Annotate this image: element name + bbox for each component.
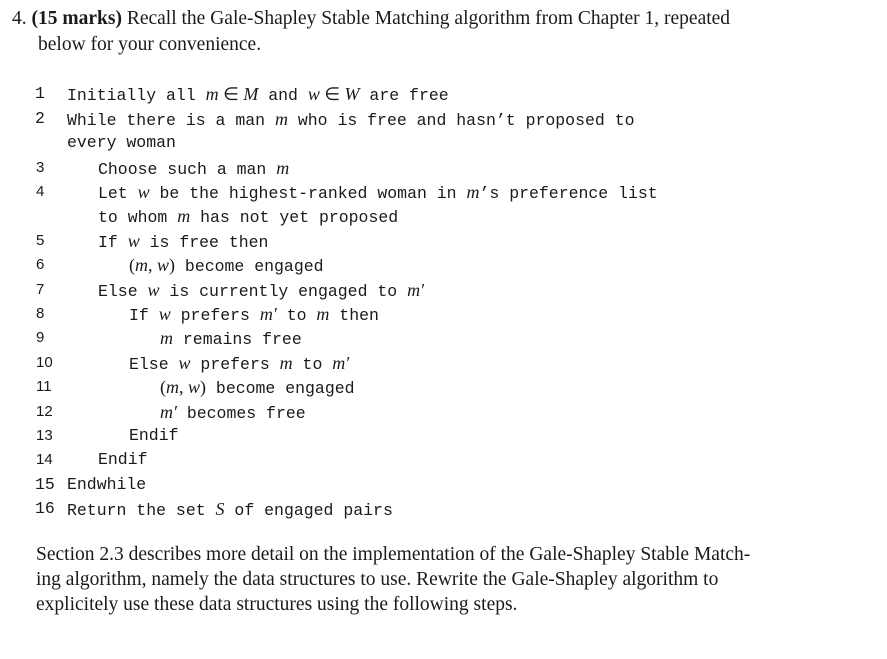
section-line-3: explicitely use these data structures using the following steps. xyxy=(36,594,518,615)
algorithm-line-8 xyxy=(0,302,887,326)
algorithm-line-6 xyxy=(0,253,887,277)
code-text: prefers xyxy=(190,355,280,374)
math-W: W xyxy=(344,84,360,104)
code-text: becomes free xyxy=(176,404,306,423)
line-number: 11 xyxy=(36,378,52,395)
math-m: m xyxy=(466,182,480,202)
code-text: remains free xyxy=(173,330,302,349)
math-w: w xyxy=(147,280,160,300)
line-number: 5 xyxy=(36,232,45,249)
code-text: to xyxy=(292,355,333,374)
line-number: 9 xyxy=(36,329,45,346)
math-in: ∈ xyxy=(319,84,345,104)
line-number: 7 xyxy=(36,281,45,298)
math-m: m xyxy=(177,206,191,226)
math-m: m xyxy=(274,109,288,129)
code-text: Endwhile xyxy=(67,475,147,494)
math-m-prime: m′ xyxy=(332,353,350,373)
line-number: 6 xyxy=(36,256,45,273)
algorithm-line-14 xyxy=(0,448,887,472)
line-number: 16 xyxy=(35,499,55,518)
line-number: 1 xyxy=(35,84,45,103)
math-m: m xyxy=(279,353,293,373)
code-text: become engaged xyxy=(206,379,355,398)
code-text: While there is a man xyxy=(67,111,275,130)
question-intro-1: Recall the Gale-Shapley Stable Matching algorithm from Chapter 1, repeated xyxy=(126,8,731,29)
algorithm-line-11 xyxy=(0,375,887,399)
math-w: w xyxy=(157,255,170,275)
line-number: 3 xyxy=(36,159,45,176)
math-m-prime: m′ xyxy=(407,280,425,300)
code-text: Else xyxy=(129,355,179,374)
line-number: 8 xyxy=(36,305,45,322)
line-number: 10 xyxy=(36,354,53,371)
code-text: prefers xyxy=(170,306,260,325)
line-code xyxy=(160,400,306,426)
math-paren: ) xyxy=(169,255,176,275)
line-code xyxy=(98,229,268,255)
line-code xyxy=(67,82,449,108)
math-M: M xyxy=(243,84,259,104)
algorithm-line-4 xyxy=(0,180,887,204)
section-line-2: ing algorithm, namely the data structures to use. Rewrite the Gale-Shapley algorithm to xyxy=(36,569,719,590)
math-m: m xyxy=(166,377,179,397)
math-m-prime: m′ xyxy=(259,304,277,324)
algorithm-line-9 xyxy=(0,326,887,350)
line-code xyxy=(67,107,635,133)
code-text: If xyxy=(129,306,159,325)
code-text: Return the set xyxy=(67,501,216,520)
code-text: Endif xyxy=(129,426,179,445)
math-in: ∈ xyxy=(218,84,244,104)
algorithm-line-12 xyxy=(0,400,887,424)
math-m: m xyxy=(316,304,330,324)
code-text: to whom xyxy=(98,208,178,227)
code-text: Endif xyxy=(98,450,148,469)
question-marks: (15 marks) xyxy=(31,8,122,29)
code-text: has not yet proposed xyxy=(190,208,399,227)
algorithm-line-16 xyxy=(0,497,887,521)
line-code xyxy=(160,375,355,401)
code-text: be the highest-ranked woman in xyxy=(149,184,467,203)
section-line-1: Section 2.3 describes more detail on the implementation of the Gale-Shapley Stable Match- xyxy=(36,544,751,565)
math-S: S xyxy=(215,499,225,519)
code-text: If xyxy=(98,233,128,252)
math-w: w xyxy=(178,353,191,373)
line-code xyxy=(98,156,289,182)
code-text: then xyxy=(329,306,379,325)
code-text: Else xyxy=(98,282,148,301)
code-text: to xyxy=(276,306,317,325)
code-text: ’s preference list xyxy=(479,184,658,203)
algorithm-line-15 xyxy=(0,473,887,497)
question-line-1 xyxy=(12,6,872,32)
line-code xyxy=(160,326,302,352)
code-text: is currently engaged to xyxy=(159,282,408,301)
math-comma: , xyxy=(148,255,157,275)
line-code xyxy=(98,180,658,206)
line-number: 13 xyxy=(36,427,53,444)
math-paren: ( xyxy=(129,255,135,275)
math-paren: ( xyxy=(160,377,166,397)
line-code xyxy=(129,302,379,328)
code-text: every woman xyxy=(67,133,176,152)
line-number: 2 xyxy=(35,109,45,128)
code-text: and xyxy=(258,86,308,105)
code-text: Let xyxy=(98,184,138,203)
code-text: are free xyxy=(359,86,449,105)
line-number: 12 xyxy=(36,403,53,420)
code-text: is free then xyxy=(139,233,269,252)
math-m: m xyxy=(135,255,148,275)
algorithm-line-13 xyxy=(0,424,887,448)
code-text: of engaged pairs xyxy=(224,501,393,520)
line-number: 14 xyxy=(36,451,53,468)
code-text: Choose such a man xyxy=(98,160,277,179)
algorithm-line-7 xyxy=(0,278,887,302)
math-w: w xyxy=(137,182,150,202)
algorithm-line-1 xyxy=(0,82,887,106)
algorithm-line-2-continued xyxy=(0,131,887,155)
algorithm-line-4-continued xyxy=(0,204,887,228)
code-text: who is free and hasn’t proposed to xyxy=(287,111,635,130)
math-paren: ) xyxy=(200,377,207,397)
line-code xyxy=(67,497,393,523)
math-w: w xyxy=(307,84,320,104)
math-w: w xyxy=(188,377,201,397)
question-number: 4. xyxy=(12,8,27,29)
math-m: m xyxy=(205,84,219,104)
algorithm-line-10 xyxy=(0,351,887,375)
line-code xyxy=(129,253,324,279)
section-paragraph xyxy=(36,542,836,617)
line-code xyxy=(98,278,424,304)
code-text: Initially all xyxy=(67,86,206,105)
question-line-2: below for your convenience. xyxy=(38,34,262,55)
question-heading xyxy=(12,6,872,58)
math-comma: , xyxy=(179,377,188,397)
math-m-prime: m′ xyxy=(160,402,177,422)
line-number: 15 xyxy=(35,475,55,494)
line-number: 4 xyxy=(36,183,45,200)
line-code xyxy=(98,204,398,230)
algorithm-line-3 xyxy=(0,156,887,180)
math-m: m xyxy=(160,328,173,348)
math-w: w xyxy=(158,304,171,324)
code-text: become engaged xyxy=(175,257,324,276)
math-m: m xyxy=(276,158,290,178)
line-code xyxy=(129,351,349,377)
math-w: w xyxy=(127,231,140,251)
algorithm-line-2 xyxy=(0,107,887,131)
algorithm-line-5 xyxy=(0,229,887,253)
